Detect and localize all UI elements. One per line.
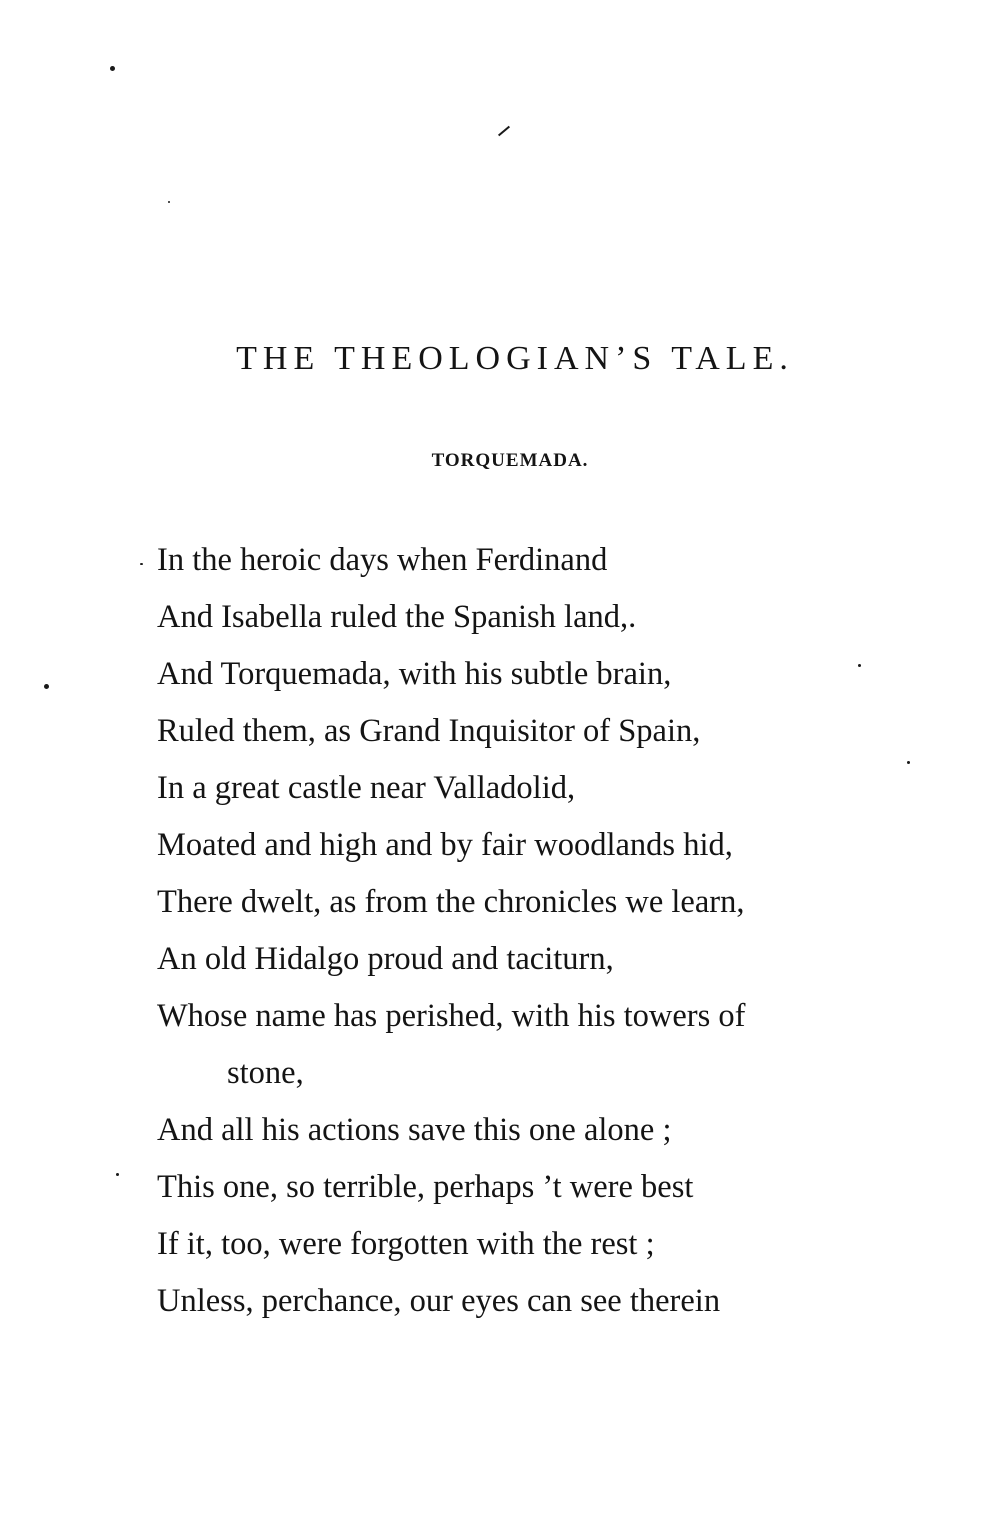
ink-speck (168, 201, 170, 203)
poem-text (157, 532, 937, 1330)
chapter-subtitle: TORQUEMADA. (431, 450, 589, 471)
ink-speck (110, 66, 115, 71)
ink-speck (44, 684, 49, 689)
poem-line: If it, too, were forgotten with the rest ; (157, 1226, 655, 1262)
poem-line: And Isabella ruled the Spanish land,. (157, 599, 637, 635)
poem-line: Whose name has perished, with his towers of (157, 998, 746, 1034)
poem-line: An old Hidalgo proud and taciturn, (157, 941, 614, 977)
chapter-title: THE THEOLOGIAN’S TALE. (236, 340, 794, 377)
poem-line: And Torquemada, with his subtle brain, (157, 656, 672, 692)
poem-line: There dwelt, as from the chronicles we learn, (157, 884, 745, 920)
ink-speck (140, 563, 143, 565)
poem-line: In a great castle near Valladolid, (157, 770, 576, 806)
poem-line: Moated and high and by fair woodlands hid, (157, 827, 733, 863)
poem-line-continuation: stone, (227, 1055, 304, 1091)
ink-mark (498, 126, 510, 137)
poem-line: Unless, perchance, our eyes can see therein (157, 1283, 721, 1319)
poem-line: Ruled them, as Grand Inquisitor of Spain, (157, 713, 701, 749)
ink-speck (116, 1173, 119, 1176)
poem-line: This one, so terrible, perhaps ’t were best (157, 1169, 694, 1205)
poem-line: And all his actions save this one alone ; (157, 1112, 672, 1148)
poem-line: In the heroic days when Ferdinand (157, 542, 608, 578)
